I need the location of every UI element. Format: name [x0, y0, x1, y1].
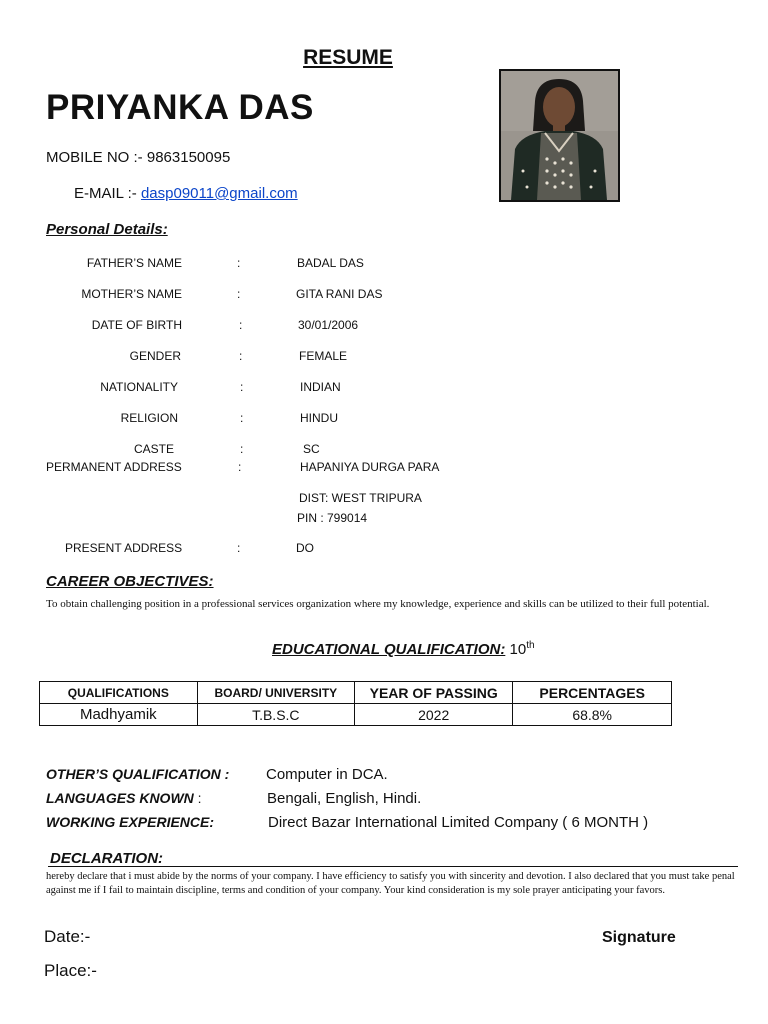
fathers-name-value: BADAL DAS [297, 256, 364, 270]
fathers-name-label: FATHER’S NAME [86, 256, 182, 270]
gender-value: FEMALE [299, 349, 348, 363]
table-row [40, 704, 672, 726]
education-level: 10 [509, 641, 527, 658]
email-link[interactable]: dasp09011@gmail.com [140, 185, 298, 202]
colon: : [237, 541, 241, 555]
career-objectives-text: To obtain challenging position in a professional services organization where my knowledge, experience and skills can be utilized to their full potential. [46, 598, 710, 610]
place-label: Place:- [44, 961, 97, 980]
languages-label-group [46, 790, 202, 808]
education-level-suffix: th [526, 640, 535, 651]
profile-photo-portrait-icon [501, 71, 618, 200]
religion-label: RELIGION [120, 411, 178, 425]
colon: : [240, 380, 244, 394]
table-cell: 68.8% [513, 704, 672, 726]
table-header-cell: QUALIFICATIONS [40, 682, 198, 704]
career-objectives-title: CAREER OBJECTIVES: [46, 573, 214, 590]
nationality-label: NATIONALITY [100, 380, 178, 394]
table-header-row [40, 682, 672, 704]
present-address-label: PRESENT ADDRESS [65, 541, 183, 555]
colon: : [240, 442, 244, 456]
mothers-name-label: MOTHER’S NAME [81, 287, 182, 301]
education-title: EDUCATIONAL QUALIFICATION: [272, 641, 506, 658]
nationality-value: INDIAN [300, 380, 341, 394]
colon: : [239, 349, 243, 363]
gender-label: GENDER [129, 349, 181, 363]
declaration-divider [48, 866, 738, 867]
email-label: E-MAIL :- [74, 185, 141, 202]
caste-label: CASTE [133, 442, 174, 456]
colon: : [239, 318, 243, 332]
table-cell: 2022 [355, 704, 513, 726]
date-label: Date:- [44, 927, 91, 946]
colon: : [237, 256, 241, 270]
work-experience-label: WORKING EXPERIENCE: [46, 814, 215, 830]
table-header-cell: PERCENTAGES [513, 682, 672, 704]
work-experience-value: Direct Bazar International Limited Company ( 6 MONTH ) [268, 814, 649, 831]
languages-value: Bengali, English, Hindi. [267, 790, 422, 807]
personal-details-title: Personal Details: [46, 221, 168, 238]
dob-value: 30/01/2006 [298, 318, 359, 332]
table-header-cell: BOARD/ UNIVERSITY [197, 682, 354, 704]
religion-value: HINDU [300, 411, 338, 425]
colon: : [238, 460, 242, 474]
table-cell: Madhyamik [40, 704, 198, 726]
resume-heading: RESUME [303, 46, 393, 69]
declaration-text: hereby declare that i must abide by the norms of your company. I have efficiency to satisfy you with sincerity and devotion. I also declared that you must take penal against me if I fail to maintain discipline, terms and condition of your company. Your kind consideration is my sole prayer anticipating your favors. [46, 871, 735, 896]
declaration-title: DECLARATION: [50, 850, 164, 867]
mobile-number: 9863150095 [146, 149, 231, 166]
other-qualification-value: Computer in DCA. [266, 766, 388, 783]
permanent-address-line3: PIN : 799014 [297, 511, 368, 525]
mobile-label: MOBILE NO :- [46, 149, 147, 166]
colon: : [240, 411, 244, 425]
permanent-address-line2: DIST: WEST TRIPURA [299, 491, 422, 505]
education-heading [272, 640, 535, 658]
table-cell: T.B.S.C [197, 704, 354, 726]
signature-label: Signature [602, 929, 676, 946]
languages-colon: : [193, 790, 202, 806]
mobile-line [46, 149, 230, 166]
permanent-address-label: PERMANENT ADDRESS [46, 460, 182, 474]
caste-value: SC [303, 442, 320, 456]
other-qualification-label: OTHER’S QUALIFICATION : [46, 766, 230, 782]
mothers-name-value: GITA RANI DAS [296, 287, 383, 301]
present-address-value: DO [296, 541, 314, 555]
languages-label: LANGUAGES KNOWN [46, 790, 194, 806]
permanent-address-line1: HAPANIYA DURGA PARA [300, 460, 440, 474]
colon: : [237, 287, 241, 301]
profile-photo [499, 69, 620, 202]
dob-label: DATE OF BIRTH [91, 318, 182, 332]
education-table [39, 681, 672, 726]
table-header-cell: YEAR OF PASSING [355, 682, 513, 704]
email-line [74, 185, 298, 202]
candidate-name: PRIYANKA DAS [46, 88, 314, 127]
